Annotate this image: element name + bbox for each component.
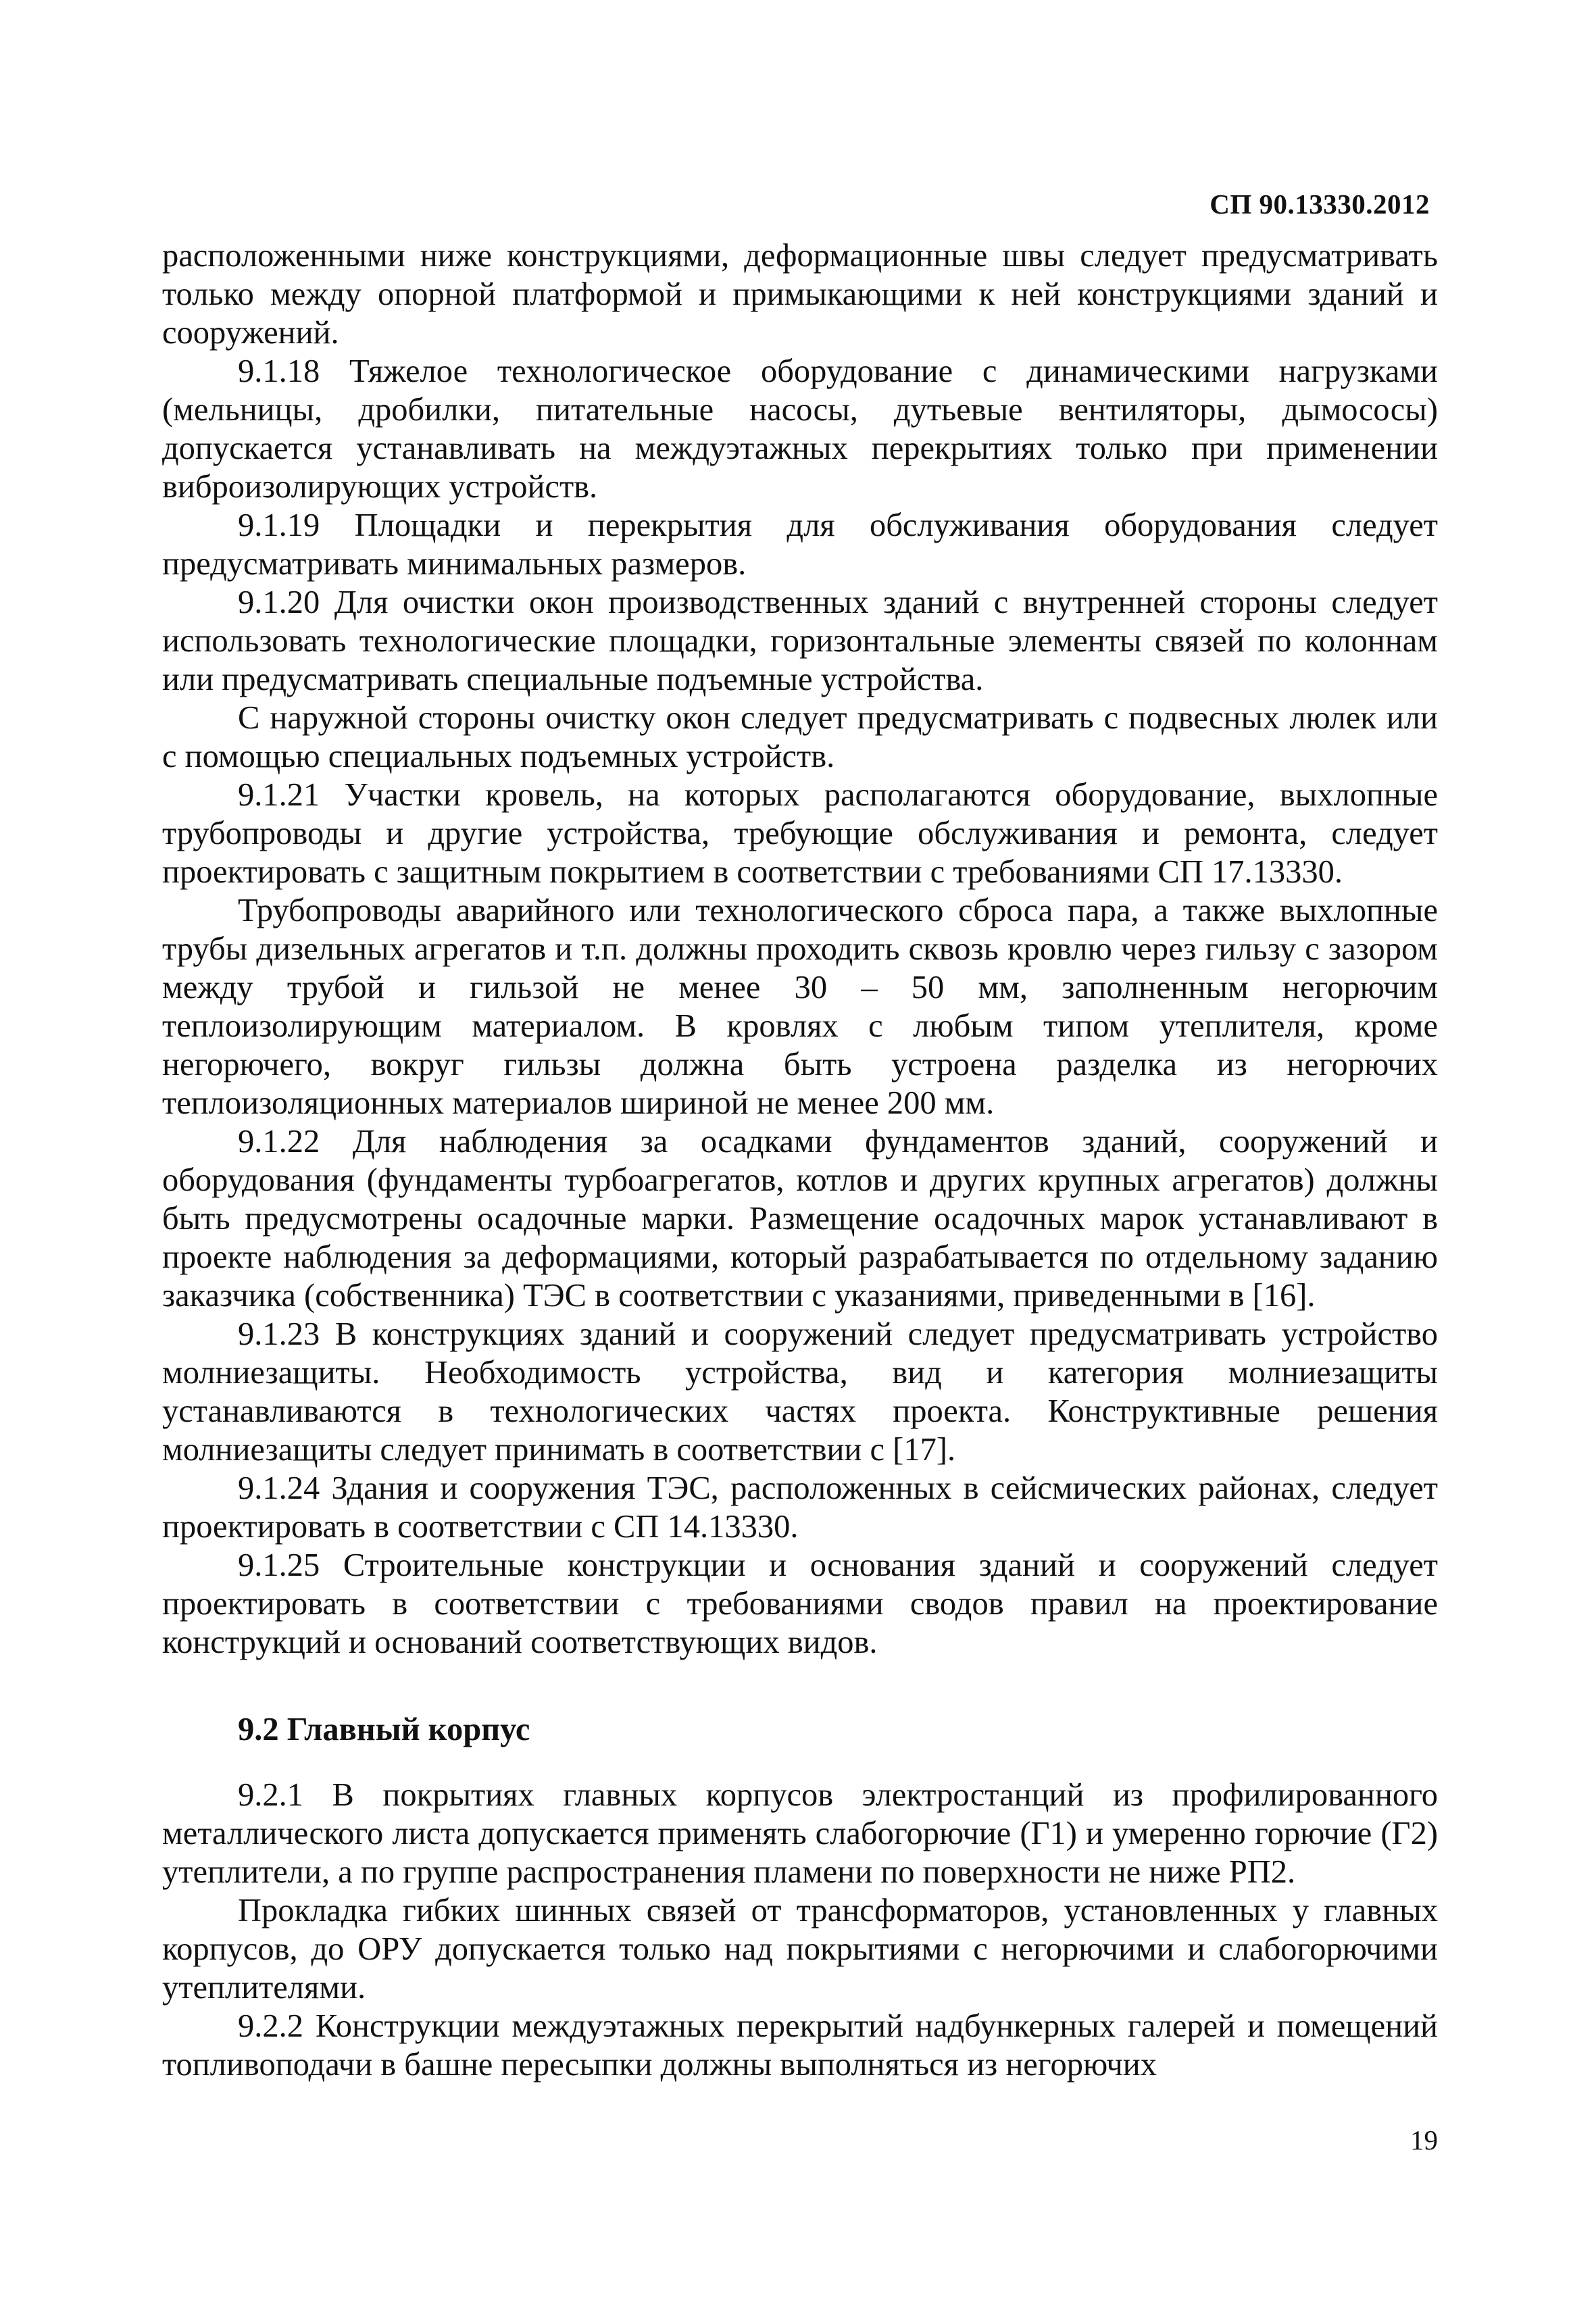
paragraph-9-1-24: 9.1.24 Здания и сооружения ТЭС, расположенных в сейсмических районах, следует проектировать в соответствии с СП 14.13330. — [162, 1470, 1438, 1545]
paragraphs-after-section — [162, 1776, 1438, 2084]
paragraph-9-2-1b: Прокладка гибких шинных связей от трансформаторов, установленных у главных корпусов, до ОРУ допускается только над покрытиями с негорючими и слабогорючими утеплителями. — [162, 1893, 1438, 2006]
paragraph-9-1-21: 9.1.21 Участки кровель, на которых располагаются оборудование, выхлопные трубопроводы и другие устройства, требующие обслуживания и ремонта, следует проектировать с защитным покрытием в соответствии с требованиями СП 17.13330. — [162, 777, 1438, 890]
document-code: СП 90.13330.2012 — [1210, 189, 1430, 220]
paragraph-9-2-2: 9.2.2 Конструкции междуэтажных перекрытий надбункерных галерей и помещений топливоподачи в башне пересыпки должны выполняться из негорючих — [162, 2008, 1438, 2083]
paragraph-9-1-20: 9.1.20 Для очистки окон производственных зданий с внутренней стороны следует использовать технологические площадки, горизонтальные элементы связей по колоннам или предусматривать специальные подъемные устройства. — [162, 584, 1438, 697]
paragraph-9-1-20b: С наружной стороны очистку окон следует предусматривать с подвесных люлек или с помощью специальных подъемных устройств. — [162, 700, 1438, 774]
document-body — [162, 237, 1438, 2084]
paragraph-9-1-23: 9.1.23 В конструкциях зданий и сооружений следует предусматривать устройство молниезащиты. Необходимость устройства, вид и категория молниезащиты устанавливаются в технологических частях проекта. Конструктивные решения молниезащиты следует принимать в соответствии с [17]. — [162, 1316, 1438, 1468]
paragraph-9-1-19: 9.1.19 Площадки и перекрытия для обслуживания оборудования следует предусматривать минимальных размеров. — [162, 507, 1438, 582]
paragraph-cont: расположенными ниже конструкциями, деформационные швы следует предусматривать только между опорной платформой и примыкающими к ней конструкциями зданий и сооружений. — [162, 238, 1438, 351]
paragraph-9-1-22: 9.1.22 Для наблюдения за осадками фундаментов зданий, сооружений и оборудования (фундаменты турбоагрегатов, котлов и других крупных агрегатов) должны быть предусмотрены осадочные марки. Размещение осадочных марок устанавливают в проекте наблюдения за деформациями, который разрабатывается по отдельному заданию заказчика (собственника) ТЭС в соответствии с указаниями, приведенными в [16]. — [162, 1124, 1438, 1314]
section-heading: 9.2 Главный корпус — [238, 1712, 530, 1747]
paragraph-9-2-1: 9.2.1 В покрытиях главных корпусов электростанций из профилированного металлического листа допускается применять слабогорючие (Г1) и умеренно горючие (Г2) утеплители, а по группе распространения пламени по поверхности не ниже РП2. — [162, 1777, 1438, 1890]
paragraph-9-1-21b: Трубопроводы аварийного или технологического сброса пара, а также выхлопные трубы дизельных агрегатов и т.п. должны проходить сквозь кровлю через гильзу с зазором между трубой и гильзой не менее 30 – 50 мм, заполненным негорючим теплоизолирующим материалом. В кровлях с любым типом утеплителя, кроме негорючего, вокруг гильзы должна быть устроена разделка из негорючих теплоизоляционных материалов шириной не менее 200 мм. — [162, 893, 1438, 1121]
paragraph-9-1-25: 9.1.25 Строительные конструкции и основания зданий и сооружений следует проектировать в соответствии с требованиями сводов правил на проектирование конструкций и оснований соответствующих видов. — [162, 1547, 1438, 1660]
paragraphs-before-section — [162, 237, 1438, 1662]
page-number: 19 — [1410, 2124, 1438, 2156]
paragraph-9-1-18: 9.1.18 Тяжелое технологическое оборудование с динамическими нагрузками (мельницы, дробилки, питательные насосы, дутьевые вентиляторы, дымососы) допускается устанавливать на междуэтажных перекрытиях только при применении виброизолирующих устройств. — [162, 353, 1438, 505]
